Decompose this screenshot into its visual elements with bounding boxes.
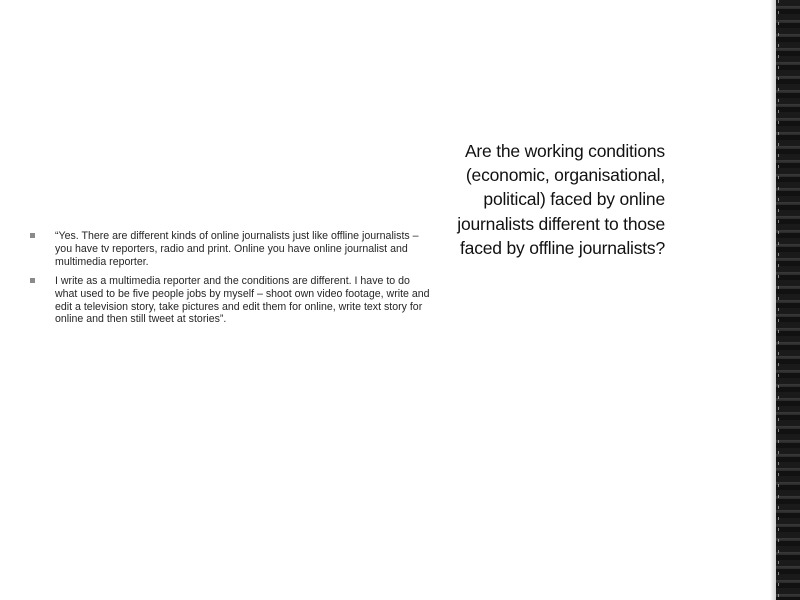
bullet-text: I write as a multimedia reporter and the conditions are different. I have to do what used to be five people jobs by myself – shoot own video footage, write and edit a television story, take pictures and edit them for online, write text story for online and then still tweet at stories”. <box>55 274 430 326</box>
square-bullet-icon <box>30 233 35 238</box>
square-bullet-icon <box>30 278 35 283</box>
bullet-item <box>30 275 430 327</box>
bullet-list <box>30 230 430 332</box>
bullet-text: “Yes. There are different kinds of online journalists just like offline journalists – you have tv reporters, radio and print. Online you have online journalist and multimedia reporter. <box>55 230 419 268</box>
decorative-edge-band <box>776 0 800 600</box>
bullet-item <box>30 230 430 269</box>
slide-title: Are the working conditions (economic, organisational, political) faced by online journalists different to those faced by offline journalists? <box>457 141 665 258</box>
